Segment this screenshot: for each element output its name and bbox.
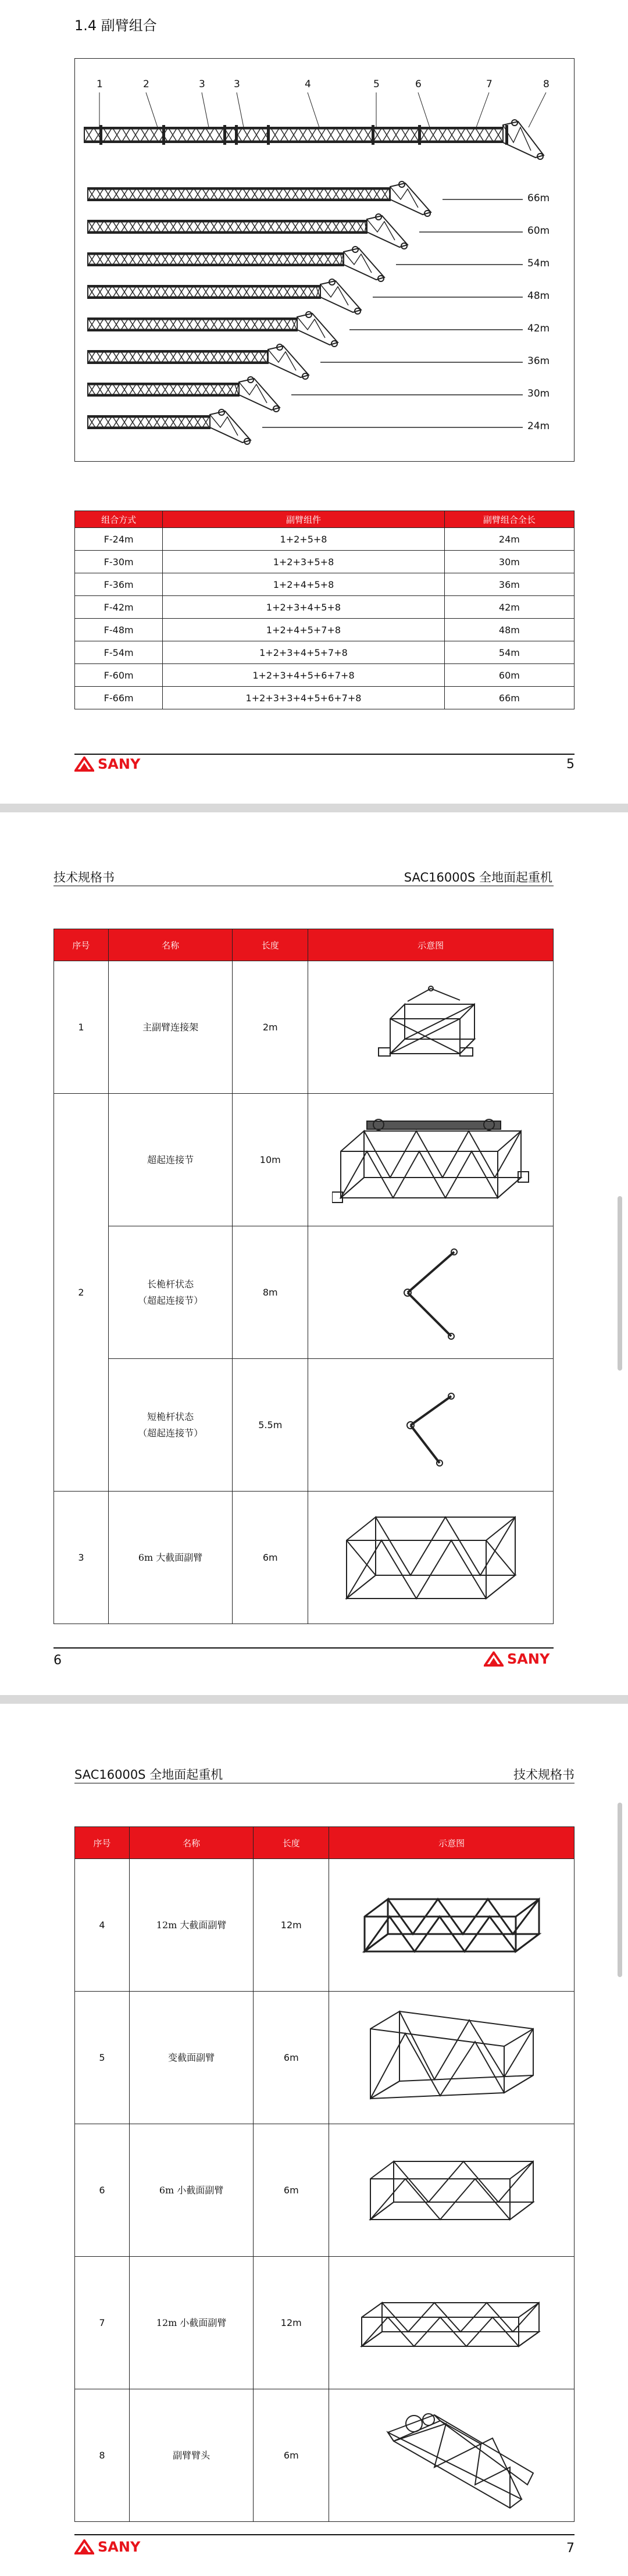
callout-number: 6 <box>415 79 422 90</box>
section-joint <box>505 125 508 145</box>
table-row <box>75 596 575 619</box>
combo-length: 54m <box>444 641 574 664</box>
combo-parts: 1+2+4+5+8 <box>163 573 445 596</box>
section-joint <box>267 125 270 145</box>
jib-row-head <box>344 247 384 281</box>
col-header: 名称 <box>108 929 233 961</box>
jib-row-head <box>268 344 309 379</box>
table-row <box>75 528 575 551</box>
callout-number: 8 <box>543 79 550 90</box>
table-row <box>75 1859 575 1992</box>
row-length: 2m <box>233 961 308 1094</box>
combo-length: 30m <box>444 551 574 573</box>
row-length: 6m <box>254 1992 329 2124</box>
col-header: 序号 <box>54 929 109 961</box>
section-joint <box>223 125 226 145</box>
combo-code: F-24m <box>75 528 163 551</box>
row-length: 12m <box>254 1859 329 1992</box>
col-header: 长度 <box>254 1827 329 1859</box>
callout-leader <box>418 92 430 127</box>
row-name: 6m 大截面副臂 <box>108 1492 233 1624</box>
row-no: 7 <box>75 2257 130 2389</box>
full-jib-drawing <box>84 92 546 159</box>
col-header: 示意图 <box>329 1827 575 1859</box>
callout-leader <box>529 92 546 127</box>
page-7 <box>0 1704 628 2576</box>
row-no: 4 <box>75 1859 130 1992</box>
jib-row-lattice <box>88 188 390 201</box>
jib-row-head <box>390 181 431 216</box>
callout-leader <box>202 92 209 127</box>
row-name: 超起连接节 <box>108 1094 233 1226</box>
row-length: 6m <box>254 2124 329 2257</box>
combo-code: F-54m <box>75 641 163 664</box>
component-table-1 <box>53 929 554 1624</box>
combo-length: 24m <box>444 528 574 551</box>
jib-combination-table <box>74 511 575 709</box>
jib-rows <box>88 181 523 444</box>
jib-length-label: 30m <box>527 388 550 399</box>
col-header: 副臂组合全长 <box>444 511 574 528</box>
header-right: SAC16000S 全地面起重机 <box>404 870 552 884</box>
full-jib-lattice <box>84 127 503 142</box>
table-row <box>75 619 575 641</box>
row-name: 12m 小截面副臂 <box>129 2257 254 2389</box>
jib-row-lattice <box>88 253 344 266</box>
page-number: 7 <box>566 2541 575 2556</box>
jib-row-lattice <box>88 318 297 331</box>
callout-number: 1 <box>97 79 103 90</box>
callout-number: 3 <box>199 79 205 90</box>
section-title: 1.4 副臂组合 <box>74 17 157 34</box>
row-length: 6m <box>254 2389 329 2522</box>
combo-code: F-30m <box>75 551 163 573</box>
combo-code: F-36m <box>75 573 163 596</box>
component-table-2 <box>74 1826 575 2522</box>
page-number: 6 <box>53 1653 62 1668</box>
table-row <box>75 664 575 687</box>
combo-parts: 1+2+3+5+8 <box>163 551 445 573</box>
sany-logo: SANY <box>74 756 140 772</box>
row-length: 8m <box>233 1226 308 1359</box>
table-row <box>54 1094 554 1226</box>
row-length: 12m <box>254 2257 329 2389</box>
row-name: 副臂臂头 <box>129 2389 254 2522</box>
header-left: SAC16000S 全地面起重机 <box>74 1768 223 1782</box>
combo-code: F-66m <box>75 687 163 709</box>
col-header: 名称 <box>129 1827 254 1859</box>
jib-length-label: 48m <box>527 290 550 302</box>
table-row <box>54 1226 554 1359</box>
jib-row-head <box>297 312 338 347</box>
jib-row-lattice <box>88 351 268 363</box>
row-name: 12m 大截面副臂 <box>129 1859 254 1992</box>
jib-length-label: 36m <box>527 355 550 367</box>
page-6 <box>0 812 628 1695</box>
lattice-section-drawing <box>308 1492 554 1624</box>
callout-number: 2 <box>143 79 149 90</box>
jib-row-head <box>320 279 361 314</box>
row-name: 变截面副臂 <box>129 1992 254 2124</box>
col-header: 示意图 <box>308 929 554 961</box>
section-joint <box>418 125 421 145</box>
small-long-lattice-drawing <box>329 2257 575 2389</box>
header-left: 技术规格书 <box>53 870 115 884</box>
long-lattice-drawing <box>329 1859 575 1992</box>
row-name: 6m 小截面副臂 <box>129 2124 254 2257</box>
sany-logo-icon <box>74 2539 94 2554</box>
callout-leader <box>308 92 319 127</box>
table-row <box>75 2124 575 2257</box>
combo-parts: 1+2+4+5+7+8 <box>163 619 445 641</box>
section-joint <box>235 125 238 145</box>
jib-row-head <box>367 214 408 249</box>
callout-number: 4 <box>305 79 311 90</box>
combo-length: 36m <box>444 573 574 596</box>
section-joint <box>162 125 165 145</box>
footer-rule <box>74 2534 575 2535</box>
row-no: 6 <box>75 2124 130 2257</box>
sany-logo-icon <box>74 757 94 772</box>
short-mast-drawing <box>308 1359 554 1492</box>
section-joint <box>372 125 374 145</box>
combo-code: F-42m <box>75 596 163 619</box>
callout-number: 3 <box>234 79 240 90</box>
table-row <box>75 573 575 596</box>
jib-row-head <box>210 409 251 444</box>
sany-logo: SANY <box>484 1651 550 1667</box>
row-no: 8 <box>75 2389 130 2522</box>
small-lattice-drawing <box>329 2124 575 2257</box>
combo-length: 66m <box>444 687 574 709</box>
row-name: 主副臂连接架 <box>108 961 233 1094</box>
col-header: 序号 <box>75 1827 130 1859</box>
row-name: 长桅杆状态 （超起连接节） <box>108 1226 233 1359</box>
page-number: 5 <box>566 757 575 772</box>
jib-length-label: 54m <box>527 258 550 269</box>
col-header: 副臂组件 <box>163 511 445 528</box>
combo-parts: 1+2+3+4+5+6+7+8 <box>163 664 445 687</box>
jib-combination-diagram <box>74 58 575 462</box>
jib-length-label: 24m <box>527 420 550 432</box>
table-row <box>75 687 575 709</box>
page-5 <box>0 0 628 804</box>
row-no: 2 <box>54 1094 109 1492</box>
col-header: 长度 <box>233 929 308 961</box>
combo-code: F-48m <box>75 619 163 641</box>
combo-parts: 1+2+3+4+5+8 <box>163 596 445 619</box>
footer-rule <box>74 754 575 755</box>
row-length: 5.5m <box>233 1359 308 1492</box>
row-name: 短桅杆状态 （超起连接节） <box>108 1359 233 1492</box>
sany-logo: SANY <box>74 2539 140 2555</box>
scrollbar-thumb[interactable] <box>618 1196 622 1371</box>
callout-number: 5 <box>373 79 380 90</box>
row-length: 6m <box>233 1492 308 1624</box>
callout-leader <box>476 92 489 127</box>
table-row <box>75 641 575 664</box>
jib-row-head <box>239 377 280 412</box>
jib-length-label: 42m <box>527 323 550 334</box>
callout-number: 7 <box>486 79 493 90</box>
jib-row-lattice <box>88 416 210 429</box>
jib-head-drawing <box>329 2389 575 2522</box>
row-no: 3 <box>54 1492 109 1624</box>
row-length: 10m <box>233 1094 308 1226</box>
jib-length-label: 60m <box>527 225 550 237</box>
row-no: 5 <box>75 1992 130 2124</box>
sany-logo-icon <box>484 1651 504 1667</box>
table-row <box>75 1992 575 2124</box>
jib-diagram-svg <box>75 59 574 461</box>
jib-row-lattice <box>88 220 367 233</box>
tapered-lattice-drawing <box>329 1992 575 2124</box>
combo-length: 60m <box>444 664 574 687</box>
jib-row-lattice <box>88 383 239 396</box>
combo-parts: 1+2+3+4+5+7+8 <box>163 641 445 664</box>
col-header: 组合方式 <box>75 511 163 528</box>
connector-frame-drawing <box>308 961 554 1094</box>
superlift-section-drawing <box>308 1094 554 1226</box>
table-row <box>75 2257 575 2389</box>
combo-parts: 1+2+5+8 <box>163 528 445 551</box>
table-row <box>75 551 575 573</box>
row-no: 1 <box>54 961 109 1094</box>
table-row <box>75 2389 575 2522</box>
combo-length: 42m <box>444 596 574 619</box>
table-row <box>54 961 554 1094</box>
section-joint <box>99 125 102 145</box>
long-mast-drawing <box>308 1226 554 1359</box>
table-row <box>54 1492 554 1624</box>
jib-row-lattice <box>88 286 320 298</box>
table-row <box>54 1359 554 1492</box>
combo-parts: 1+2+3+3+4+5+6+7+8 <box>163 687 445 709</box>
jib-length-label: 66m <box>527 192 550 204</box>
scrollbar-thumb[interactable] <box>618 1803 622 1977</box>
callout-leader <box>146 92 158 127</box>
combo-code: F-60m <box>75 664 163 687</box>
callout-leader <box>237 92 244 127</box>
combo-length: 48m <box>444 619 574 641</box>
footer-rule <box>53 1647 554 1649</box>
full-jib-head <box>503 120 544 159</box>
header-right: 技术规格书 <box>513 1768 575 1782</box>
